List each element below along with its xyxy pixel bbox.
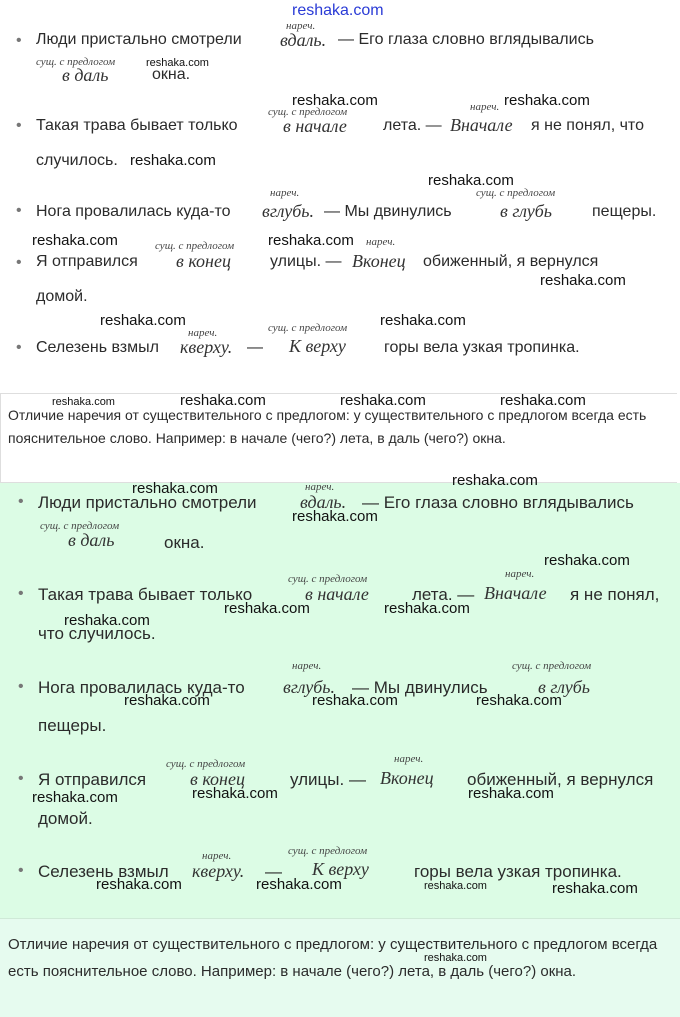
bullet: • <box>18 585 24 602</box>
sentence-text: — <box>265 862 282 881</box>
sentence-text: улицы. — <box>290 770 366 789</box>
watermark: reshaka.com <box>312 692 398 709</box>
watermark: reshaka.com <box>52 396 115 408</box>
noun-label: сущ. с предлогом <box>166 758 246 770</box>
sentence-text: — Мы двинулись <box>352 678 488 697</box>
watermark: reshaka.com <box>132 480 218 497</box>
watermark: reshaka.com <box>292 92 378 109</box>
noun-phrase: в глубь <box>500 201 552 221</box>
adverb-label: нареч. <box>202 850 232 862</box>
sentence-text: пещеры. <box>592 203 657 220</box>
watermark: reshaka.com <box>544 552 630 569</box>
adverb-word: вглубь. <box>283 677 335 697</box>
adverb-label: нареч. <box>292 660 322 672</box>
sentence-text: Нога провалилась куда-то <box>38 678 245 697</box>
noun-phrase: К верху <box>312 859 369 879</box>
bullet: • <box>16 254 22 271</box>
watermark: reshaka.com <box>130 152 216 169</box>
sentence-text: — Его глаза словно вглядывались <box>362 493 634 512</box>
adverb-word: кверху. <box>180 337 233 357</box>
noun-phrase: в начале <box>305 584 369 604</box>
adverb-word: вдаль. <box>280 30 327 50</box>
bullet: • <box>16 202 22 219</box>
sentence-text: пещеры. <box>38 716 107 735</box>
adverb-word: Вначале <box>484 583 547 603</box>
watermark: reshaka.com <box>380 312 466 329</box>
sentence-text: домой. <box>36 288 88 305</box>
noun-phrase: К верху <box>289 336 346 356</box>
watermark: reshaka.com <box>476 692 562 709</box>
sentence-text: я не понял, <box>570 585 660 604</box>
watermark: reshaka.com <box>424 880 487 892</box>
bullet: • <box>16 117 22 134</box>
note-text: Отличие наречия от существительного с предлогом: у существительного с предлогом всегда есть пояснительное слово. Например: в начале (чего?) лета, в даль (чего?) окна. <box>8 936 658 980</box>
watermark: reshaka.com <box>96 876 182 893</box>
watermark: reshaka.com <box>146 57 209 69</box>
watermark: reshaka.com <box>64 612 150 629</box>
watermark: reshaka.com <box>468 785 554 802</box>
adverb-label: нареч. <box>366 236 396 248</box>
watermark: reshaka.com <box>428 172 514 189</box>
watermark: reshaka.com <box>452 472 538 489</box>
watermark: reshaka.com <box>32 232 118 249</box>
noun-label: сущ. с предлогом <box>288 845 368 857</box>
watermark: reshaka.com <box>552 880 638 897</box>
watermark: reshaka.com <box>100 312 186 329</box>
watermark: reshaka.com <box>504 92 590 109</box>
adverb-word: вглубь. <box>262 201 314 221</box>
sentence-text: Я отправился <box>38 770 147 789</box>
bullet: • <box>18 862 24 879</box>
bullet: • <box>16 339 22 356</box>
sentence-text: Я отправился <box>36 253 138 270</box>
watermark: reshaka.com <box>292 508 378 525</box>
noun-phrase: в даль <box>62 65 109 85</box>
watermark: reshaka.com <box>224 600 310 617</box>
noun-label: сущ. с предлогом <box>36 56 116 68</box>
adverb-word: Вначале <box>450 115 513 135</box>
bullet: • <box>16 32 22 49</box>
adverb-label: нареч. <box>394 753 424 765</box>
watermark: reshaka.com <box>192 785 278 802</box>
sentence-text: горы вела узкая тропинка. <box>414 862 622 881</box>
sentence-text: улицы. — <box>270 253 342 270</box>
sentence-text: Люди пристально смотрели <box>36 31 242 48</box>
adverb-label: нареч. <box>270 187 300 199</box>
noun-phrase: в глубь <box>538 677 590 697</box>
noun-phrase: в начале <box>283 116 347 136</box>
adverb-label: нареч. <box>305 481 335 493</box>
noun-label: сущ. с предлогом <box>512 660 592 672</box>
noun-label: сущ. с предлогом <box>155 240 235 252</box>
sentence-text: лета. — <box>412 585 475 604</box>
sentence-text: обиженный, я вернулся <box>423 253 599 270</box>
sentence-text: лета. — <box>383 117 442 134</box>
adverb-label: нареч. <box>505 568 535 580</box>
noun-phrase: в конец <box>176 251 231 271</box>
sentence-text: Селезень взмыл <box>36 339 159 356</box>
sentence-text: Такая трава бывает только <box>36 117 238 134</box>
sentence-text: обиженный, я вернулся <box>467 770 654 789</box>
sentence-text: Нога провалилась куда-то <box>36 203 231 220</box>
sentence-text: — <box>247 339 263 356</box>
adverb-word: кверху. <box>192 861 245 881</box>
sentence-text: я не понял, что <box>531 117 644 134</box>
watermark: reshaka.com <box>340 392 426 409</box>
sentence-text: Такая трава бывает только <box>38 585 253 604</box>
sentence-text: — Его глаза словно вглядывались <box>338 31 594 48</box>
watermark: reshaka.com <box>124 692 210 709</box>
adverb-word: Вконец <box>380 768 434 788</box>
bullet: • <box>18 493 24 510</box>
sentence-text: окна. <box>152 66 191 83</box>
adverb-label: нареч. <box>286 20 316 32</box>
sentence-text: случилось. <box>36 152 118 169</box>
watermark: reshaka.com <box>500 392 586 409</box>
adverb-label: нареч. <box>188 327 218 339</box>
noun-label: сущ. с предлогом <box>288 573 368 585</box>
sentence-text: домой. <box>38 809 93 828</box>
noun-phrase: в конец <box>190 769 245 789</box>
sentence-text: — Мы двинулись <box>324 203 452 220</box>
sentence-text: Люди пристально смотрели <box>38 493 257 512</box>
adverb-label: нареч. <box>470 101 500 113</box>
adverb-word: вдаль. <box>300 492 347 512</box>
noun-label: сущ. с предлогом <box>40 520 120 532</box>
watermark: reshaka.com <box>268 232 354 249</box>
sentence-text: окна. <box>164 533 205 552</box>
noun-label: сущ. с предлогом <box>268 322 348 334</box>
sentence-text: Селезень взмыл <box>38 862 169 881</box>
watermark: reshaka.com <box>384 600 470 617</box>
bullet: • <box>18 678 24 695</box>
sentence-text: горы вела узкая тропинка. <box>384 339 580 356</box>
noun-phrase: в даль <box>68 530 115 550</box>
site-header[interactable]: reshaka.com <box>292 2 384 19</box>
sentence-text: что случилось. <box>38 624 156 643</box>
watermark: reshaka.com <box>256 876 342 893</box>
watermark: reshaka.com <box>540 272 626 289</box>
note-text: Отличие наречия от существительного с предлогом: у существительного с предлогом всегда есть пояснительное слово. Например: в начале (чего?) лета, в даль (чего?) окна. <box>8 407 647 446</box>
adverb-word: Вконец <box>352 251 406 271</box>
watermark: reshaka.com <box>32 789 118 806</box>
watermark: reshaka.com <box>424 952 487 964</box>
noun-label: сущ. с предлогом <box>268 106 348 118</box>
watermark: reshaka.com <box>180 392 266 409</box>
noun-label: сущ. с предлогом <box>476 187 556 199</box>
bullet: • <box>18 770 24 787</box>
